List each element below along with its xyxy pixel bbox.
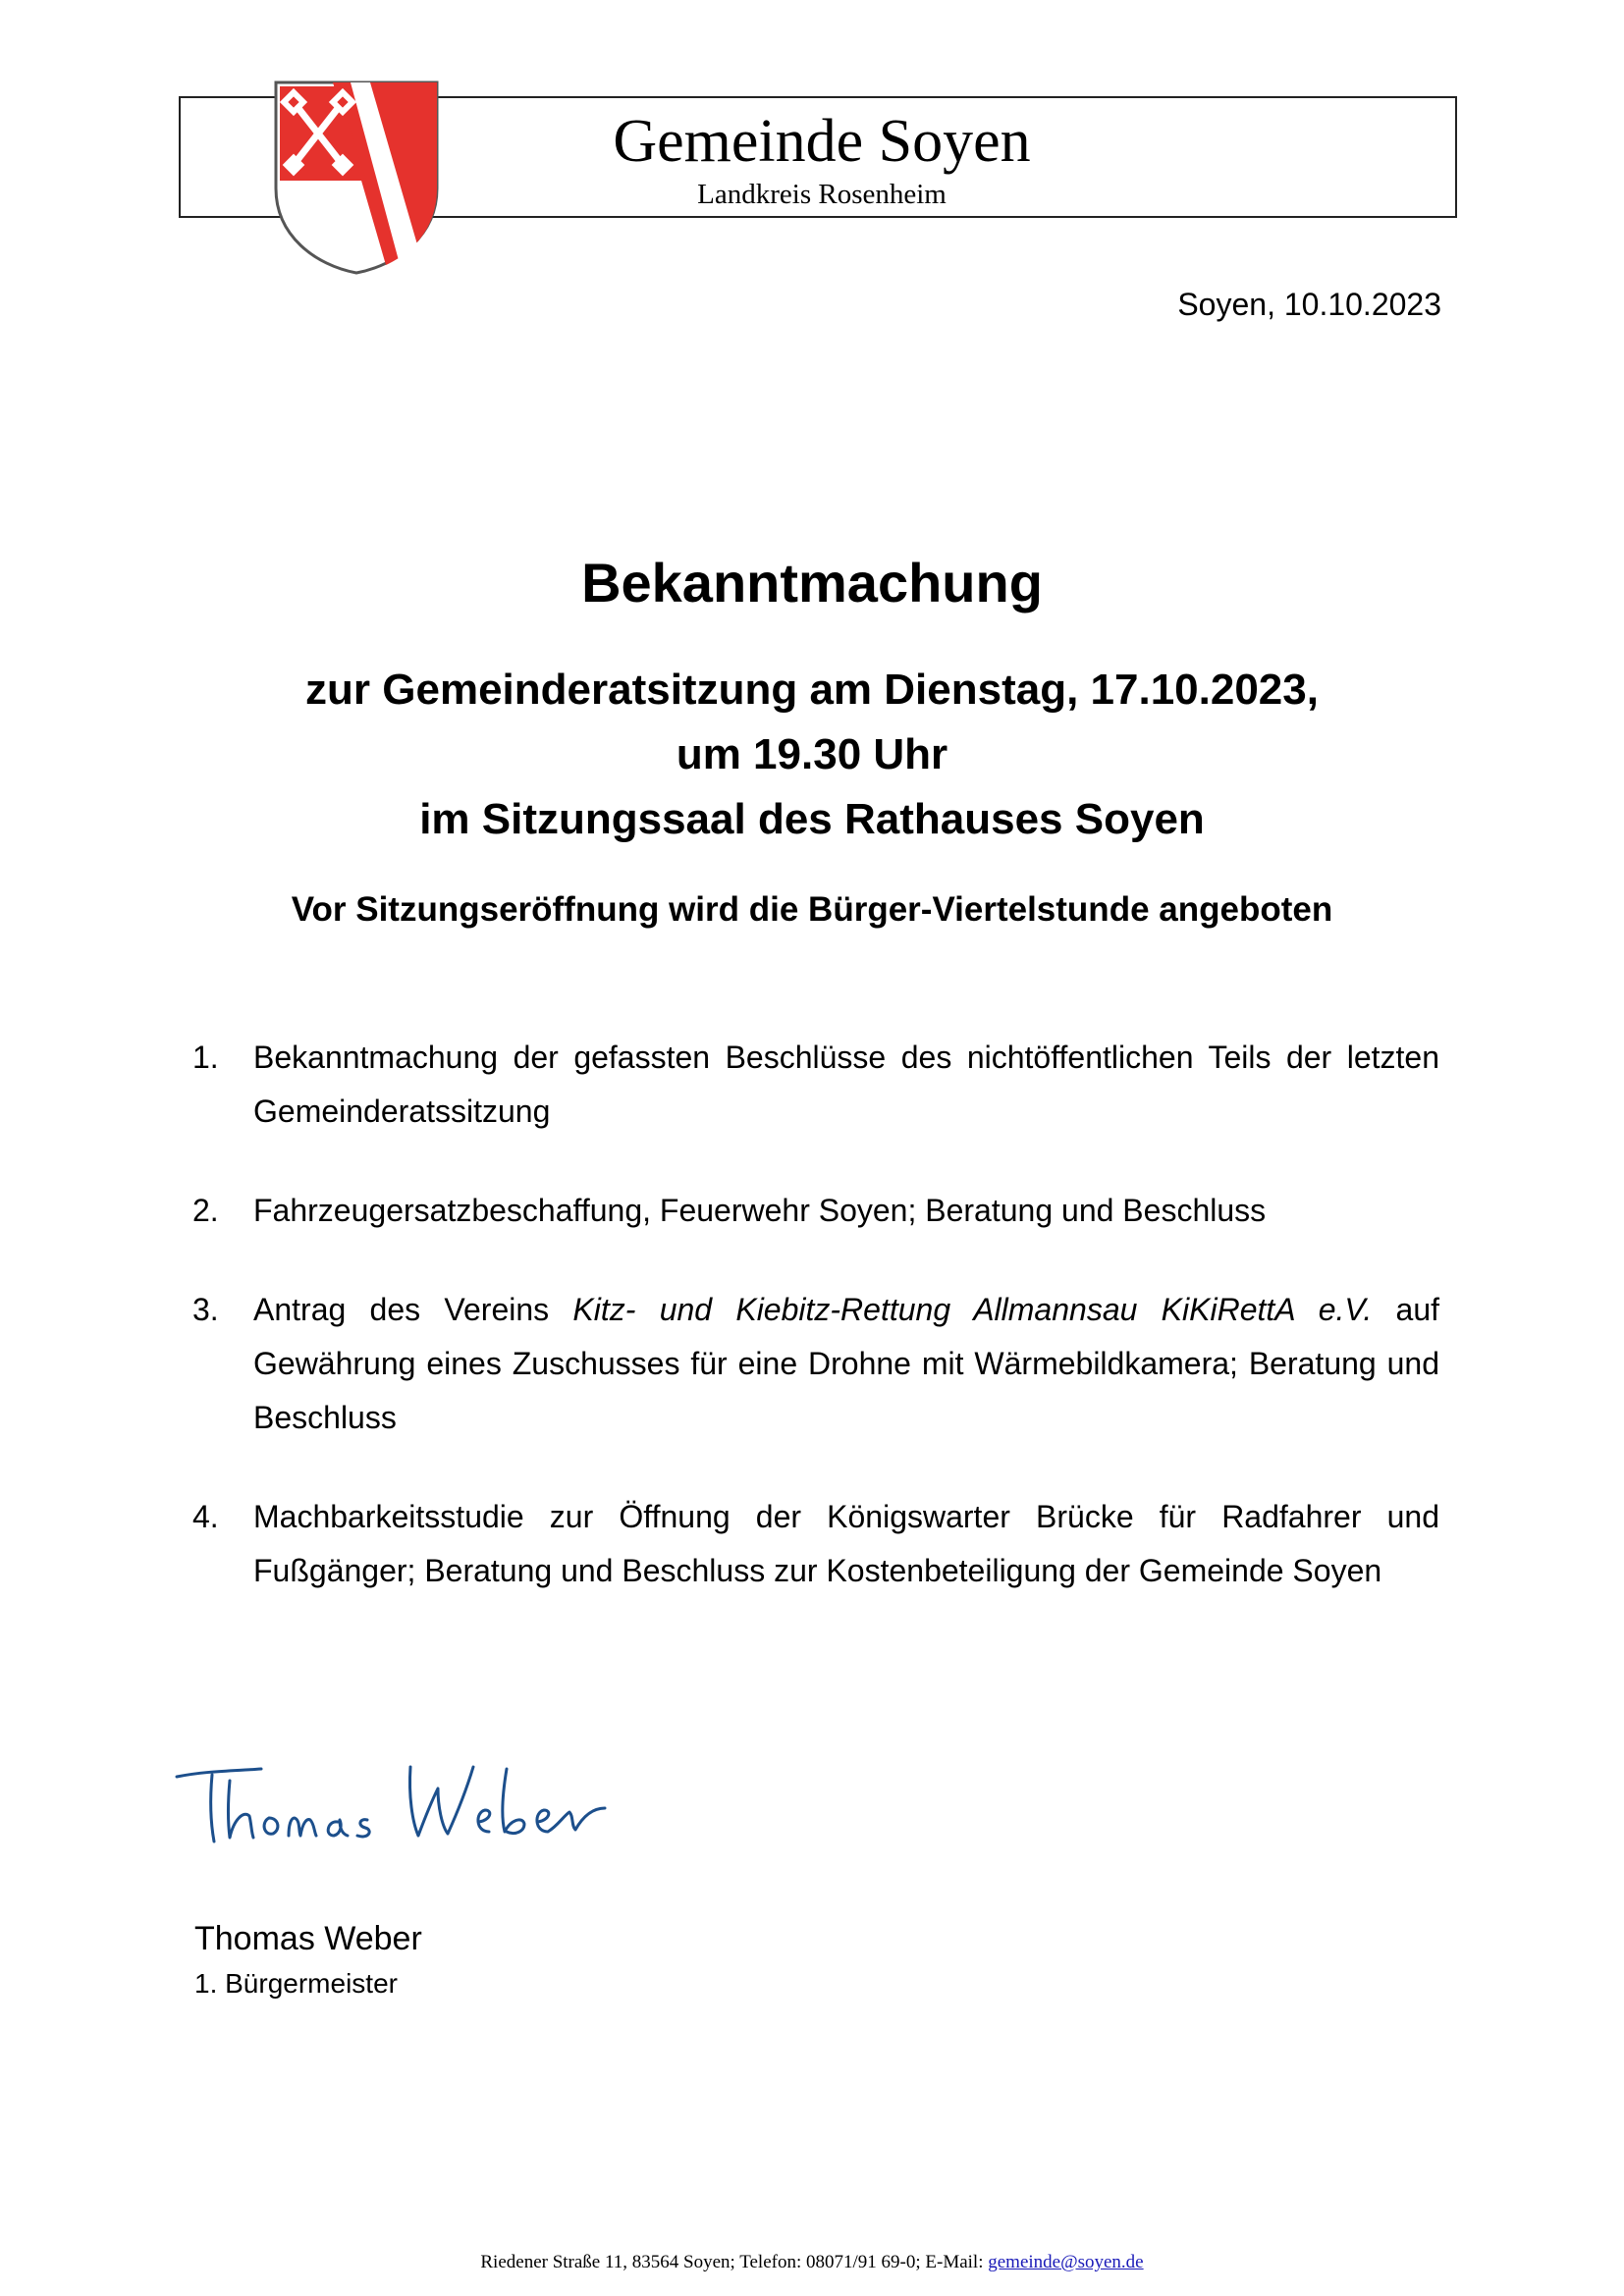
agenda-item-text: Machbarkeitsstudie zur Öffnung der Königswarter Brücke für Radfahrer und Fußgänger; Beratung und Beschluss zur Kostenbeteiligung der Gemeinde Soyen	[253, 1499, 1439, 1588]
agenda-item-text-lead: Antrag des Vereins	[253, 1292, 573, 1327]
district-name: Landkreis Rosenheim	[697, 179, 947, 210]
agenda-item-text: Bekanntmachung der gefassten Beschlüsse des nichtöffentlichen Teils der letzten Gemeinderatssitzung	[253, 1040, 1439, 1129]
agenda-item-text: Fahrzeugersatzbeschaffung, Feuerwehr Soyen; Beratung und Beschluss	[253, 1193, 1267, 1228]
agenda-item-text-rest: auf Gewährung eines Zuschusses für eine Drohne mit Wärmebildkamera; Beratung und Beschluss	[253, 1292, 1440, 1435]
agenda-item-number: 4.	[192, 1499, 219, 1534]
footer-address: Riedener Straße 11, 83564 Soyen; Telefon: 08071/91 69-0; E-Mail:	[480, 2252, 989, 2272]
municipality-name: Gemeinde Soyen	[613, 108, 1031, 175]
agenda-item	[192, 1184, 1439, 1238]
agenda-item-number: 2.	[192, 1193, 219, 1228]
footer-contact	[0, 2250, 1624, 2275]
association-name: Kitz- und Kiebitz-Rettung Allmannsau KiKiRettA e.V.	[572, 1292, 1373, 1327]
citizen-quarter-hour-note: Vor Sitzungseröffnung wird die Bürger-Viertelstunde angeboten	[291, 890, 1333, 929]
email-link[interactable]: gemeinde@soyen.de	[988, 2252, 1144, 2272]
agenda-item-number: 3.	[192, 1292, 219, 1327]
meeting-date-line: zur Gemeinderatsitzung am Dienstag, 17.10.2023,	[305, 666, 1319, 714]
document-title: Bekanntmachung	[581, 552, 1043, 614]
signer-role: 1. Bürgermeister	[194, 1968, 398, 1999]
handwritten-signature	[167, 1737, 619, 1865]
signer-name: Thomas Weber	[194, 1920, 422, 1957]
agenda-item-number: 1.	[192, 1040, 219, 1075]
meeting-place-line: im Sitzungssaal des Rathauses Soyen	[419, 795, 1205, 843]
agenda-list	[192, 1031, 1439, 1598]
agenda-item	[192, 1490, 1439, 1598]
agenda-item	[192, 1283, 1439, 1445]
meeting-details	[0, 658, 1624, 852]
meeting-time-line: um 19.30 Uhr	[676, 730, 948, 778]
agenda-item	[192, 1031, 1439, 1139]
place-date: Soyen, 10.10.2023	[1177, 287, 1441, 322]
